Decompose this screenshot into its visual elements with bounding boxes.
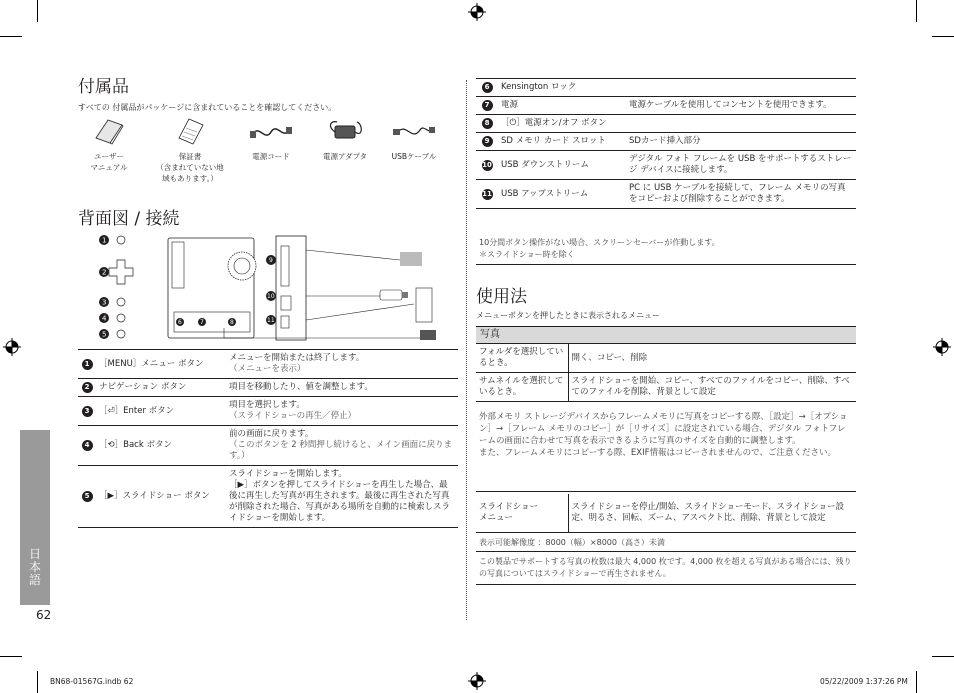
table-row	[476, 373, 856, 402]
row-desc: 開く、コピー、削除	[568, 344, 856, 373]
language-label: 日本語	[28, 547, 41, 587]
footer-timestamp: 05/22/2009 1:37:26 PM	[820, 677, 908, 686]
row-name: SD メモリ カード スロット	[498, 133, 626, 151]
photo-header: 写真	[476, 326, 856, 343]
row-number: 11	[482, 189, 492, 198]
crop-mark	[932, 656, 954, 657]
footer-file: BN68-01567G.indb 62	[50, 677, 134, 686]
row-name: スライドショー メニュー	[476, 494, 568, 532]
registration-mark-icon	[468, 672, 486, 690]
power-adapter-icon	[323, 116, 367, 146]
svg-text:1: 1	[102, 236, 107, 245]
table-row	[476, 494, 856, 532]
row-desc: 前の画面に戻ります。	[229, 429, 314, 439]
svg-text:3: 3	[102, 298, 107, 307]
table-row	[476, 151, 856, 180]
row-desc: 項目を選択します。	[229, 400, 305, 410]
row-number: 4	[82, 440, 93, 451]
row-name: ［▶］スライドショー ボタン	[96, 466, 226, 528]
row-sub: （このボタンを 2 秒間押し続けると、メイン画面に戻ります。）	[229, 440, 453, 461]
row-sub: （スライドショーの再生／停止）	[229, 411, 357, 421]
registration-mark-icon	[3, 338, 21, 356]
accessory-label: 保証書 （含まれていない地 域もあります。）	[156, 152, 224, 183]
row-desc: スライドショーを開始します。 ［▶］ボタンを押してスライドショーを再生した場合、最後に再生した写真が再生されます。最後に再生された写真が削除された場合、写真がある場所を自動的に検索しスライドショーを開始します。	[229, 469, 451, 523]
table-row	[78, 466, 458, 528]
svg-text:10: 10	[267, 293, 275, 300]
table-row	[78, 350, 458, 379]
row-name: Kensington ロック	[498, 79, 626, 97]
table-row	[476, 180, 856, 209]
row-name: USB アップストリーム	[498, 180, 626, 209]
limit-note: この製品でサポートする写真の枚数は最大 4,000 枚です。4,000 枚を超える写真がある場合には、残りの写真についてはスライドショーで再生されません。	[476, 553, 856, 585]
row-number: 7	[482, 100, 493, 111]
accessory-label: 電源コード	[252, 152, 290, 161]
manual-icon	[92, 116, 126, 146]
accessory-label: USBケーブル	[391, 152, 437, 161]
callout-markers	[99, 235, 109, 339]
row-name: ［MENU］メニュー ボタン	[96, 350, 226, 379]
crop-mark	[932, 36, 954, 37]
table-row	[78, 426, 458, 466]
table-row	[476, 115, 856, 133]
crop-mark	[37, 0, 38, 22]
usage-note: メニューボタンを押したときに表示されるメニュー	[476, 311, 660, 320]
svg-text:2: 2	[102, 268, 107, 277]
power-cord-icon	[249, 116, 293, 146]
crop-mark	[0, 656, 22, 657]
crop-mark	[37, 671, 38, 693]
row-number: 6	[482, 82, 493, 93]
usage-title: 使用法	[476, 287, 527, 307]
row-desc: スライドショーを停止/開始、スライドショーモード、スライドショー設定、明るさ、回転、ズーム、アスペクト比、削除、背景として設定	[568, 494, 856, 532]
warranty-icon	[173, 116, 207, 146]
resolution-note: 表示可能解像度 ：8000（幅）×8000（高さ）未満	[476, 534, 856, 552]
table-row	[476, 97, 856, 115]
row-desc: スライドショーを開始、コピー、すべてのファイルをコピー、削除、すべてのファイルを削除、背景として設定	[568, 373, 856, 402]
row-number: 3	[82, 406, 93, 417]
row-name: ［⏻］電源オン/オフ ボタン	[498, 115, 856, 133]
svg-text:8: 8	[230, 319, 234, 326]
table-row	[476, 344, 856, 373]
table-row	[476, 133, 856, 151]
crop-mark	[916, 0, 917, 22]
row-name: ナビゲーション ボタン	[96, 379, 226, 397]
note-line: 10分間ボタン操作がない場合、スクリーンセーバーが作動します。	[479, 238, 720, 247]
table-row	[78, 397, 458, 426]
accessory-label: ユーザー マニュアル	[90, 152, 128, 172]
photo-menu-table	[476, 343, 856, 402]
row-desc: SDカード挿入部分	[626, 133, 856, 151]
accessories-note: すべての 付属品がパッケージに含まれていることを確認してください。	[78, 103, 337, 112]
row-name: 電源	[498, 97, 626, 115]
row-number: 9	[482, 136, 493, 147]
crop-mark	[916, 671, 917, 693]
row-desc: 電源ケーブルを使用してコンセントを使用できます。	[626, 97, 856, 115]
accessory-adapter	[318, 116, 372, 162]
table-row	[78, 379, 458, 397]
svg-text:9: 9	[269, 257, 273, 264]
accessory-power-cord	[246, 116, 296, 162]
usb-cable-icon	[392, 116, 436, 146]
svg-text:5: 5	[102, 330, 107, 339]
row-desc: メニューを開始または終了します。	[229, 353, 365, 363]
back-buttons-table	[78, 349, 458, 528]
screensaver-note	[476, 234, 856, 265]
column-divider	[466, 80, 467, 620]
row-desc	[626, 79, 856, 97]
svg-text:6: 6	[178, 319, 182, 326]
row-name: ［⟲］Back ボタン	[96, 426, 226, 466]
row-number: 1	[82, 359, 93, 370]
row-name: サムネイルを選択しているとき。	[476, 373, 568, 402]
registration-mark-icon	[933, 338, 951, 356]
svg-text:11: 11	[267, 317, 275, 324]
svg-text:7: 7	[200, 319, 204, 326]
copy-note: 外部メモリ ストレージデバイスからフレームメモリに写真をコピーする際、［設定］→［オプション］→［フレーム メモリのコピー］が［リサイズ］に設定されている場合、デジタル フォトフレームの画面に合わせて写真を表示できるように写真のサイズを自動的に調整します。 また、フレームメモリにコピーする際、EXIF情報はコピーされませんので、ご注意ください。	[476, 408, 856, 492]
accessory-manual	[84, 116, 134, 173]
accessory-usb-cable	[386, 116, 442, 162]
row-desc: PC に USB ケーブルを接続して、フレーム メモリの写真をコピーおよび削除することができます。	[626, 180, 856, 209]
ports-table	[476, 78, 856, 209]
row-name: ［⏎］Enter ボタン	[96, 397, 226, 426]
row-number: 8	[482, 118, 493, 129]
page-number: 62	[36, 608, 52, 622]
accessories-title: 付属品	[78, 77, 129, 97]
row-number: 10	[482, 160, 492, 169]
row-name: フォルダを選択しているとき。	[476, 344, 568, 373]
crop-mark	[0, 36, 22, 37]
accessory-label: 電源アダプタ	[323, 152, 367, 161]
row-desc: 項目を移動したり、値を調整します。	[229, 382, 373, 392]
row-number: 5	[82, 491, 93, 502]
row-sub: （メニューを表示）	[229, 364, 306, 374]
registration-mark-icon	[468, 3, 486, 21]
row-number: 2	[82, 382, 93, 393]
table-row	[476, 79, 856, 97]
side-buttons	[109, 236, 133, 338]
note-line: ＊スライドショー時を除く	[479, 250, 575, 259]
row-desc: デジタル フォト フレームを USB をサポートするストレージ デバイスに接続します。	[626, 151, 856, 180]
slideshow-menu-table	[476, 494, 856, 533]
accessory-warranty	[150, 116, 230, 184]
row-name: USB ダウンストリーム	[498, 151, 626, 180]
back-view-title: 背面図 / 接続	[78, 209, 180, 229]
svg-text:4: 4	[102, 314, 107, 323]
back-view-diagram	[84, 232, 456, 344]
